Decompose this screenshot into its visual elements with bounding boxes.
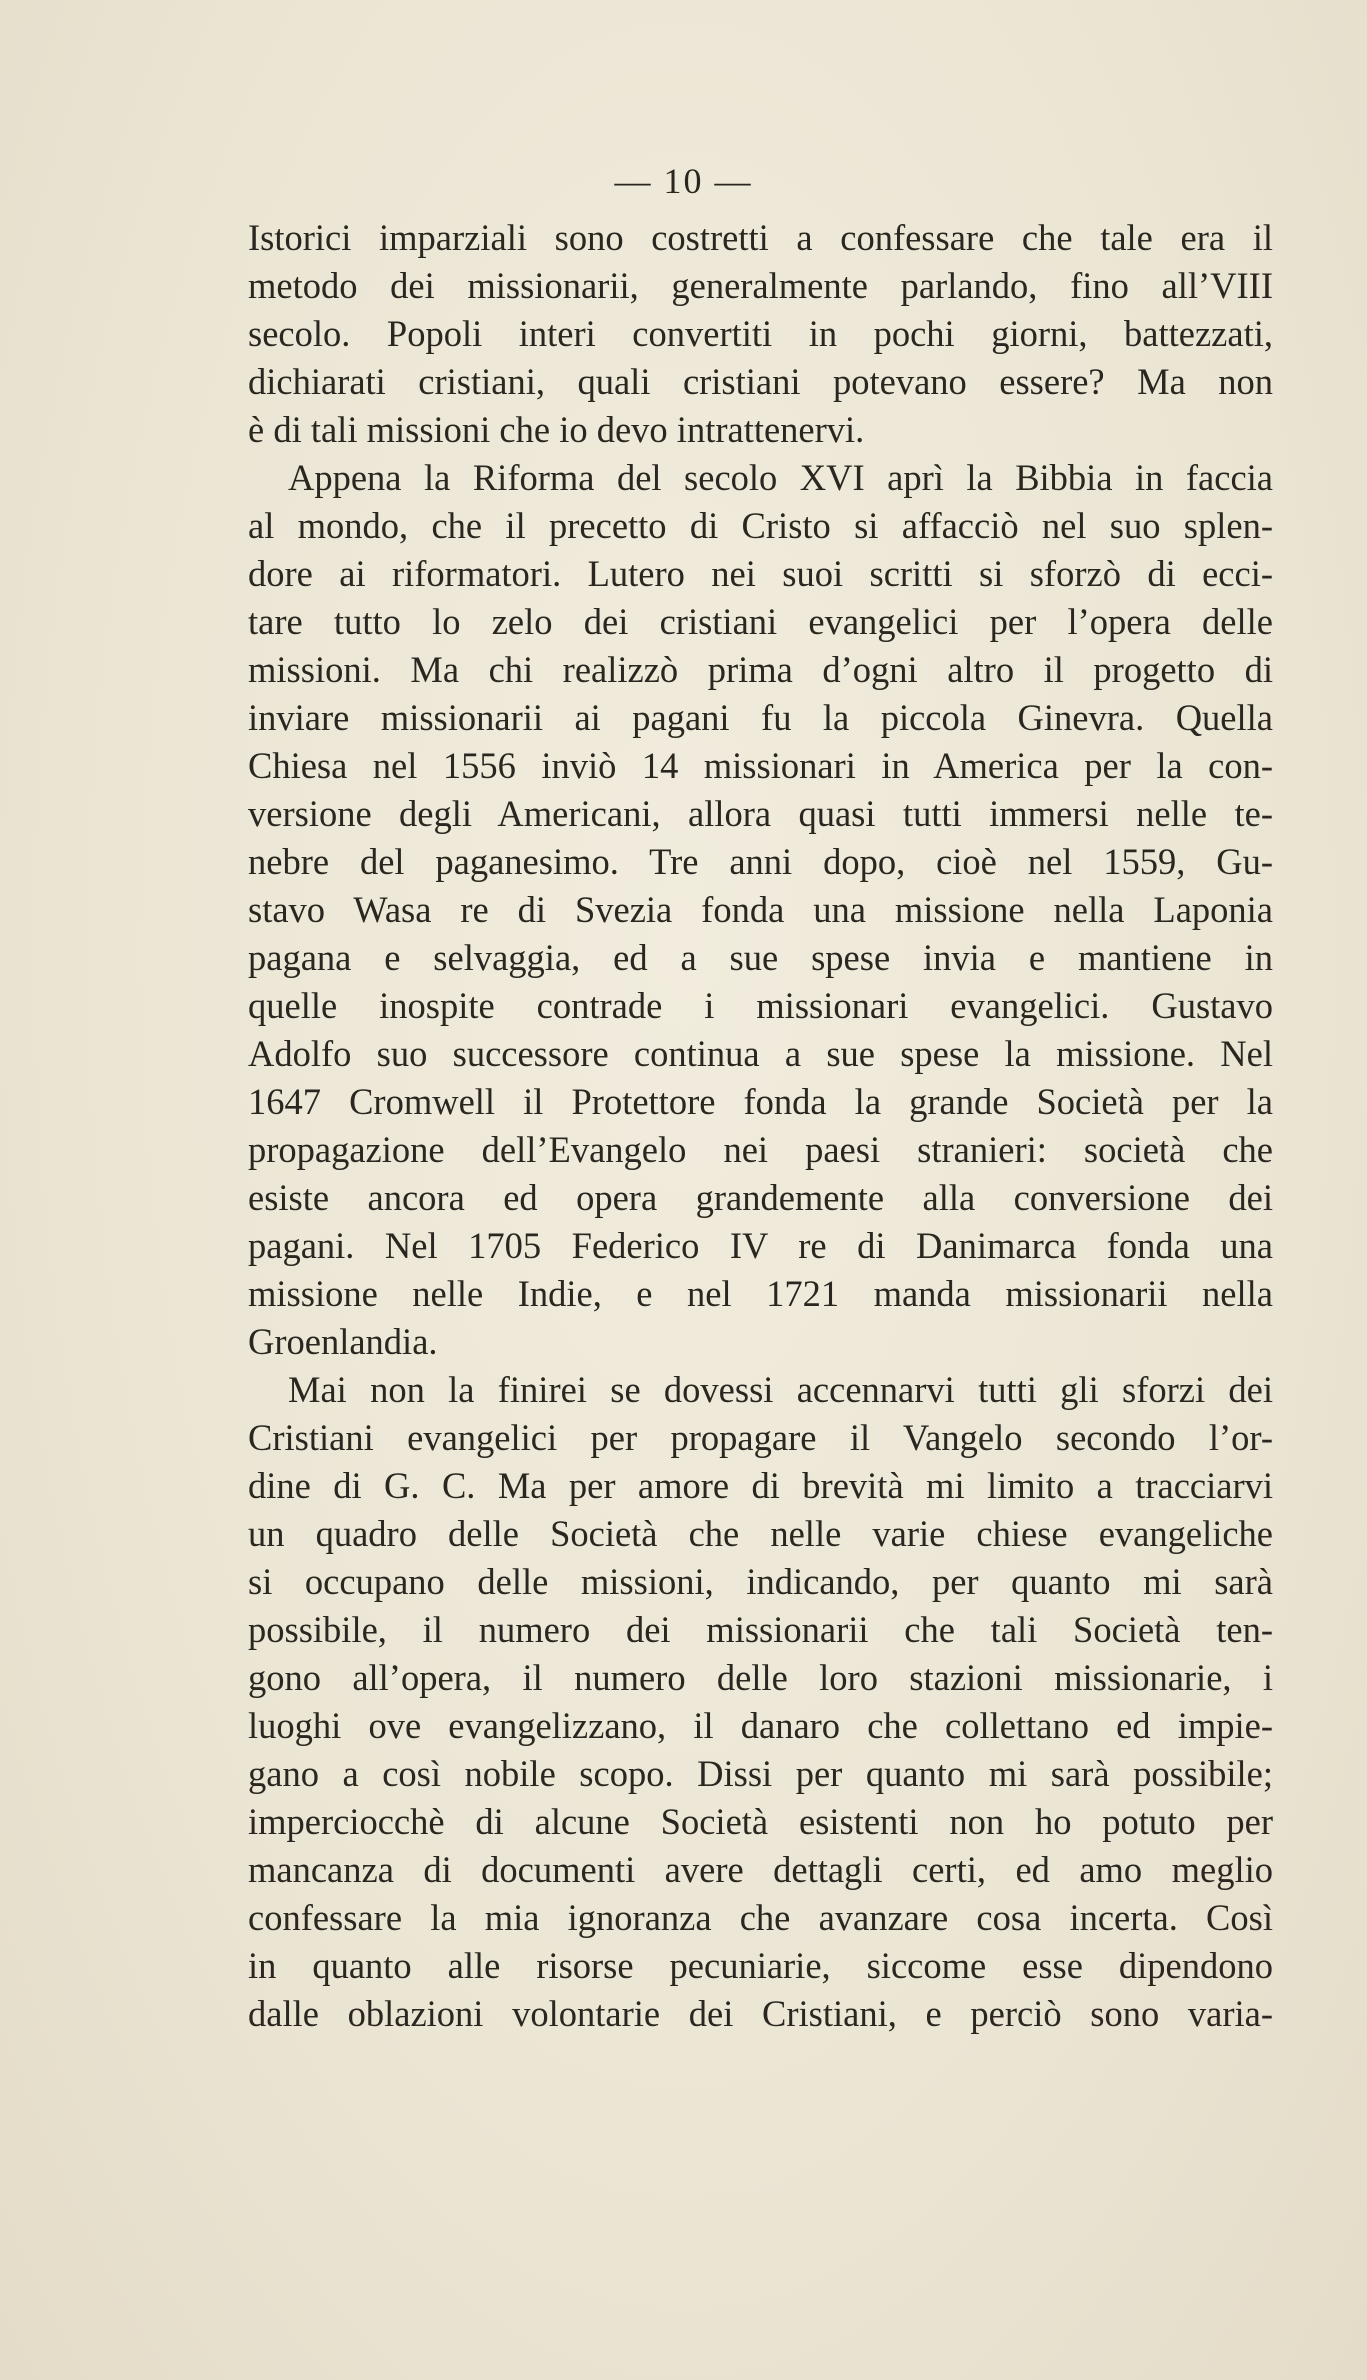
text-line: imperciocchè di alcune Società esistenti non ho potuto per <box>248 1801 1273 1842</box>
text-line: nebre del paganesimo. Tre anni dopo, cioè nel 1559, Gu- <box>248 841 1273 882</box>
page-number: — 10 — <box>614 161 753 201</box>
text-line: confessare la mia ignoranza che avanzare cosa incerta. Così <box>248 1897 1273 1938</box>
text-line: gono all’opera, il numero delle loro stazioni missionarie, i <box>248 1657 1273 1698</box>
text-line: versione degli Americani, allora quasi tutti immersi nelle te- <box>248 793 1273 834</box>
text-line: missioni. Ma chi realizzò prima d’ogni altro il progetto di <box>248 649 1273 690</box>
text-line: è di tali missioni che io devo intrattenervi. <box>248 409 865 450</box>
text-line: Istorici imparziali sono costretti a confessare che tale era il <box>248 217 1273 258</box>
text-line: Chiesa nel 1556 inviò 14 missionari in America per la con- <box>248 745 1273 786</box>
text-line: in quanto alle risorse pecuniarie, siccome esse dipendono <box>248 1945 1273 1986</box>
text-line: dore ai riformatori. Lutero nei suoi scritti si sforzò di ecci- <box>248 553 1273 594</box>
text-line: metodo dei missionarii, generalmente parlando, fino all’VIII <box>248 265 1273 306</box>
text-line: 1647 Cromwell il Protettore fonda la grande Società per la <box>248 1081 1273 1122</box>
text-line: dichiarati cristiani, quali cristiani potevano essere? Ma non <box>248 361 1273 402</box>
text-line: propagazione dell’Evangelo nei paesi stranieri: società che <box>248 1129 1273 1170</box>
text-line: al mondo, che il precetto di Cristo si affacciò nel suo splen- <box>248 505 1273 546</box>
text-line: Cristiani evangelici per propagare il Vangelo secondo l’or- <box>248 1417 1273 1458</box>
text-line: luoghi ove evangelizzano, il danaro che collettano ed impie- <box>248 1705 1273 1746</box>
text-line: dalle oblazioni volontarie dei Cristiani, e perciò sono varia- <box>248 1993 1273 2034</box>
text-line: Groenlandia. <box>248 1321 438 1362</box>
text-line: stavo Wasa re di Svezia fonda una missione nella Laponia <box>248 889 1273 930</box>
text-line: quelle inospite contrade i missionari evangelici. Gustavo <box>248 985 1273 1026</box>
text-line: pagana e selvaggia, ed a sue spese invia e mantiene in <box>248 937 1273 978</box>
text-line: si occupano delle missioni, indicando, per quanto mi sarà <box>248 1561 1273 1602</box>
text-line: secolo. Popoli interi convertiti in pochi giorni, battezzati, <box>248 313 1273 354</box>
text-line: Appena la Riforma del secolo XVI aprì la Bibbia in faccia <box>288 457 1273 498</box>
text-line: esiste ancora ed opera grandemente alla conversione dei <box>248 1177 1273 1218</box>
text-line: Mai non la finirei se dovessi accennarvi tutti gli sforzi dei <box>288 1369 1273 1410</box>
text-line: missione nelle Indie, e nel 1721 manda missionarii nella <box>248 1273 1273 1314</box>
text-line: tare tutto lo zelo dei cristiani evangelici per l’opera delle <box>248 601 1273 642</box>
text-line: pagani. Nel 1705 Federico IV re di Danimarca fonda una <box>248 1225 1273 1266</box>
text-line: dine di G. C. Ma per amore di brevità mi limito a tracciarvi <box>248 1465 1273 1506</box>
text-line: possibile, il numero dei missionarii che tali Società ten- <box>248 1609 1273 1650</box>
text-line: gano a così nobile scopo. Dissi per quanto mi sarà possibile; <box>248 1753 1273 1794</box>
body-text <box>248 214 1273 2038</box>
text-line: un quadro delle Società che nelle varie chiese evangeliche <box>248 1513 1273 1554</box>
text-line: mancanza di documenti avere dettagli certi, ed amo meglio <box>248 1849 1273 1890</box>
text-line: Adolfo suo successore continua a sue spese la missione. Nel <box>248 1033 1273 1074</box>
text-line: inviare missionarii ai pagani fu la piccola Ginevra. Quella <box>248 697 1273 738</box>
